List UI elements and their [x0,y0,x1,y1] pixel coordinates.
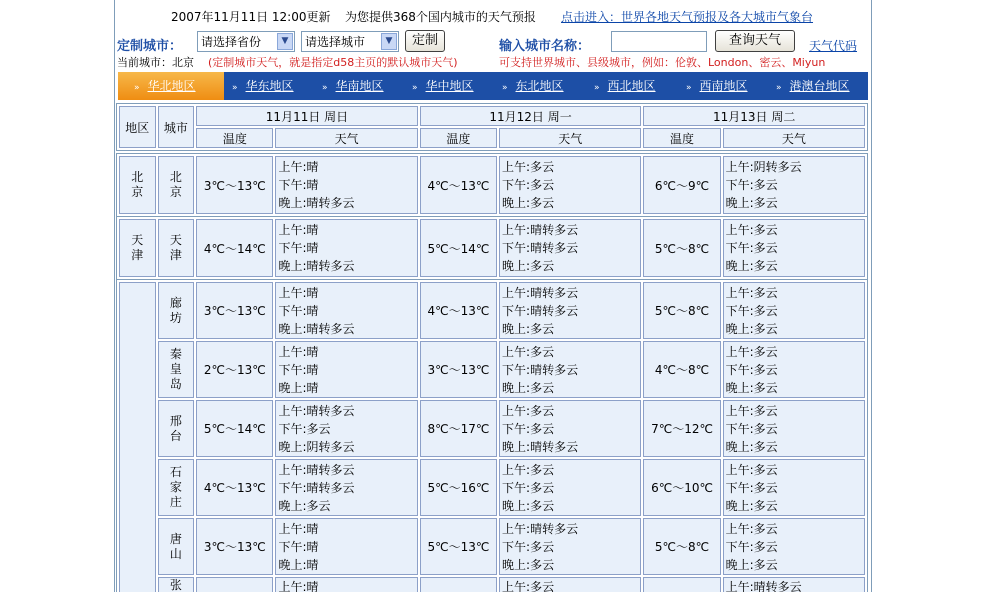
region-cell [119,156,156,214]
weather-cell: 上午:晴转多云 [723,577,865,592]
city-name: 廊坊 [169,295,182,325]
temp-cell: 4℃～13℃ [420,282,497,339]
city-name-input[interactable] [611,31,707,52]
chevron-right-icon: » [686,83,692,93]
temp-cell: 2℃～13℃ [196,341,273,398]
top-info-bar [115,8,871,24]
city-name: 石家庄 [169,465,182,509]
province-select[interactable] [197,31,295,52]
weather-cell: 上午:晴 下午:晴 晚上:晴转多云 [275,156,417,214]
tab-dongbei[interactable]: » 东北地区 [502,72,564,100]
chevron-right-icon: » [322,83,328,93]
chevron-right-icon: » [232,83,238,93]
city-name: 北京 [169,170,182,199]
city-cell [158,518,195,575]
city-name: 唐山 [169,531,182,561]
table-group-hebei [116,279,868,592]
region-name: 北京 [131,170,144,199]
city-name: 天津 [169,233,182,262]
temp-cell: 3℃～13℃ [196,518,273,575]
weather-cell: 上午:多云 [499,577,641,592]
tab-huazhong[interactable]: » 华中地区 [412,72,474,100]
col-day-2: 11月12日 周一 [420,106,642,126]
temp-cell [196,577,273,592]
custom-city-bar [115,30,871,54]
temp-cell [643,577,720,592]
temp-cell: 4℃～13℃ [196,459,273,516]
tab-gangaotai[interactable]: » 港澳台地区 [776,72,850,100]
city-cell [158,156,195,214]
custom-city-label: 定制城市： [117,39,183,54]
temp-cell: 8℃～17℃ [420,400,497,457]
tab-huanan[interactable]: » 华南地区 [322,72,384,100]
city-cell [158,400,195,457]
temp-cell: 4℃～14℃ [196,219,273,277]
temp-cell: 7℃～12℃ [643,400,720,457]
col-temp: 温度 [420,128,497,148]
world-weather-link[interactable]: 点击进入：世界各地天气预报及各大城市气象台 [561,10,814,24]
col-temp: 温度 [196,128,273,148]
tab-xinan[interactable]: » 西南地区 [686,72,748,100]
support-hint: 可支持世界城市、县级城市，例如：伦敦、London、密云、Miyun [499,56,826,69]
city-cell [158,577,195,592]
city-cell [158,219,195,277]
chevron-right-icon: » [776,83,782,93]
table-row [119,400,865,457]
query-weather-button[interactable]: 查询天气 [715,30,795,52]
weather-page [114,0,872,592]
col-weather: 天气 [499,128,641,148]
weather-cell: 上午:晴 下午:晴 晚上:晴 [275,518,417,575]
temp-cell: 5℃～16℃ [420,459,497,516]
table-row [119,341,865,398]
current-city: 当前城市：北京 [117,56,194,69]
province-select-value: 请选择省份 [201,35,262,49]
weather-cell: 上午:晴 下午:晴 晚上:晴转多云 [275,282,417,339]
region-tabs [118,72,868,100]
city-cell [158,341,195,398]
table-row-beijing [116,153,868,217]
temp-cell: 5℃～8℃ [643,282,720,339]
table-row [119,518,865,575]
tab-xibei[interactable]: » 西北地区 [594,72,656,100]
temp-cell: 5℃～8℃ [643,219,720,277]
temp-cell [420,577,497,592]
weather-cell: 上午:晴 下午:晴 晚上:晴 [275,341,417,398]
weather-cell: 上午:多云 下午:多云 晚上:多云 [499,459,641,516]
col-weather: 天气 [723,128,865,148]
temp-cell: 5℃～14℃ [420,219,497,277]
weather-cell: 上午:多云 下午:多云 晚上:多云 [499,156,641,214]
tab-huabei[interactable]: » 华北地区 [118,72,224,100]
tab-huadong[interactable]: » 华东地区 [232,72,294,100]
weather-cell: 上午:晴转多云 下午:晴转多云 晚上:多云 [275,459,417,516]
weather-cell: 上午:多云 下午:多云 晚上:多云 [723,219,865,277]
weather-cell: 上午:晴转多云 下午:晴转多云 晚上:多云 [499,282,641,339]
custom-hint: (定制城市天气，就是指定d58主页的默认城市天气) [208,56,458,69]
region-name: 天津 [131,233,144,262]
weather-header-table [116,103,868,151]
weather-cell: 上午:多云 下午:多云 晚上:多云 [723,518,865,575]
col-temp: 温度 [643,128,720,148]
temp-cell: 3℃～13℃ [196,156,273,214]
city-select[interactable] [301,31,399,52]
temp-cell: 4℃～13℃ [420,156,497,214]
temp-cell: 5℃～8℃ [643,518,720,575]
chevron-down-icon[interactable]: ▼ [381,33,397,50]
weather-cell: 上午:多云 下午:多云 晚上:多云 [723,282,865,339]
temp-cell: 6℃～10℃ [643,459,720,516]
weather-cell: 上午:晴转多云 下午:多云 晚上:多云 [499,518,641,575]
city-name: 邢台 [169,413,182,443]
table-row [119,282,865,339]
city-name: 张 [169,578,182,592]
temp-cell: 3℃～13℃ [196,282,273,339]
city-name: 秦皇岛 [169,347,182,391]
temp-cell: 3℃～13℃ [420,341,497,398]
weather-cell: 上午:晴转多云 下午:多云 晚上:阴转多云 [275,400,417,457]
chevron-down-icon[interactable]: ▼ [277,33,293,50]
table-row [119,577,865,592]
weather-cell: 上午:多云 下午:晴转多云 晚上:多云 [499,341,641,398]
weather-cell: 上午:多云 下午:多云 晚上:多云 [723,400,865,457]
weather-cell: 上午:晴 下午:晴 晚上:晴转多云 [275,219,417,277]
weather-cell: 上午:多云 下午:多云 晚上:晴转多云 [499,400,641,457]
temp-cell: 5℃～13℃ [420,518,497,575]
weather-cell: 上午:阴转多云 下午:多云 晚上:多云 [723,156,865,214]
weather-cell: 上午:多云 下午:多云 晚上:多云 [723,459,865,516]
city-cell [158,459,195,516]
temp-cell: 4℃～8℃ [643,341,720,398]
col-weather: 天气 [275,128,417,148]
provide-text: 为您提供368个国内城市的天气预报 [345,10,536,24]
chevron-right-icon: » [502,83,508,93]
custom-button[interactable]: 定制 [405,30,445,52]
col-day-3: 11月13日 周二 [643,106,865,126]
update-time: 2007年11月11日 12:00更新 [171,10,331,24]
city-name-label: 输入城市名称： [499,39,591,54]
weather-cell: 上午:晴转多云 下午:晴转多云 晚上:多云 [499,219,641,277]
weather-code-link[interactable]: 天气代码 [809,39,858,53]
table-row [119,459,865,516]
temp-cell: 6℃～9℃ [643,156,720,214]
city-select-value: 请选择城市 [305,35,366,49]
col-city: 城市 [158,106,195,148]
chevron-right-icon: » [412,83,418,93]
temp-cell: 5℃～14℃ [196,400,273,457]
chevron-right-icon: » [594,83,600,93]
city-cell [158,282,195,339]
chevron-right-icon: » [134,83,140,93]
col-region: 地区 [119,106,156,148]
table-row-tianjin [116,216,868,280]
current-city-bar [115,54,871,70]
weather-cell: 上午:晴 [275,577,417,592]
col-day-1: 11月11日 周日 [196,106,418,126]
weather-cell: 上午:多云 下午:多云 晚上:多云 [723,341,865,398]
region-cell [119,282,156,592]
region-cell [119,219,156,277]
